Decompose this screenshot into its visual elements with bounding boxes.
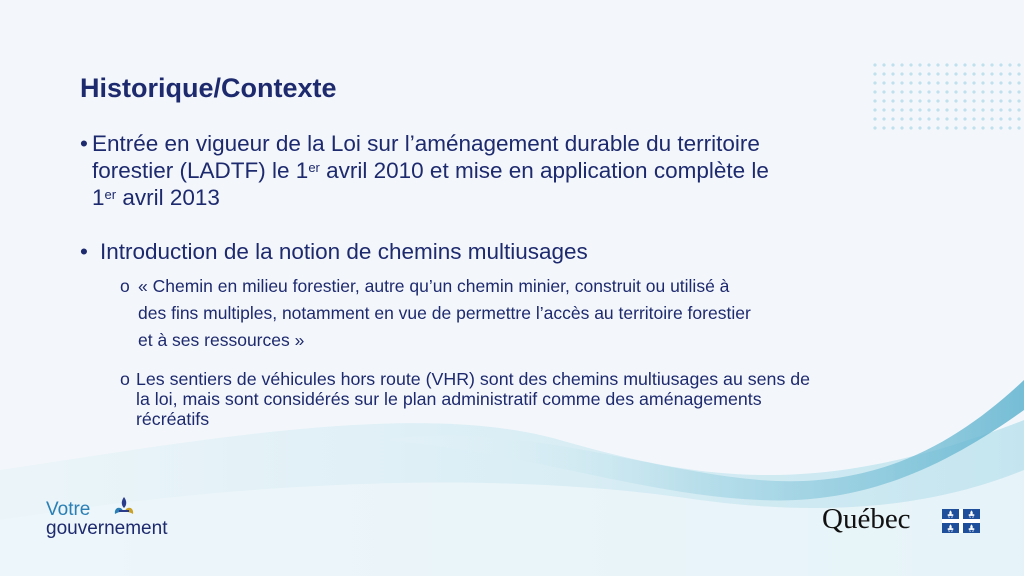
bullet-marker: • <box>80 131 88 156</box>
bullet-item <box>80 130 940 211</box>
votre-gouvernement-logo <box>46 500 167 538</box>
bullet-text: Entrée en vigueur de la Loi sur l’aménagement durable du territoire forestier (LADTF) le 1er avril 2010 et mise en application complète le 1er avril 2013 <box>92 131 769 210</box>
slide-title: Historique/Contexte <box>80 73 337 103</box>
dot-pattern <box>868 60 1024 132</box>
sub-bullet-text: « Chemin en milieu forestier, autre qu’un chemin minier, construit ou utilisé à des fins multiples, notamment en vue de permettre l’accès au territoire forestier et à ses ressources » <box>138 276 751 350</box>
bullet-item <box>80 238 940 265</box>
sub-bullet-item <box>120 273 940 354</box>
quebec-flag-icon <box>942 509 980 533</box>
brand-line-2: gouvernement <box>46 518 168 539</box>
bullet-text: Introduction de la notion de chemins multiusages <box>100 239 588 264</box>
sub-bullet-marker: o <box>120 369 130 389</box>
sub-bullet-item <box>120 369 940 429</box>
quebec-logo-text: Québec <box>822 503 911 535</box>
brand-line-1: Votre <box>46 499 91 520</box>
bullet-marker: • <box>80 239 88 264</box>
sub-bullet-text: Les sentiers de véhicules hors route (VHR) sont des chemins multiusages au sens de la loi, mais sont considérés sur le plan administratif comme des aménagements récréatifs <box>136 369 811 429</box>
sub-bullet-marker: o <box>120 276 130 296</box>
fleur-de-lis-icon <box>112 496 136 522</box>
